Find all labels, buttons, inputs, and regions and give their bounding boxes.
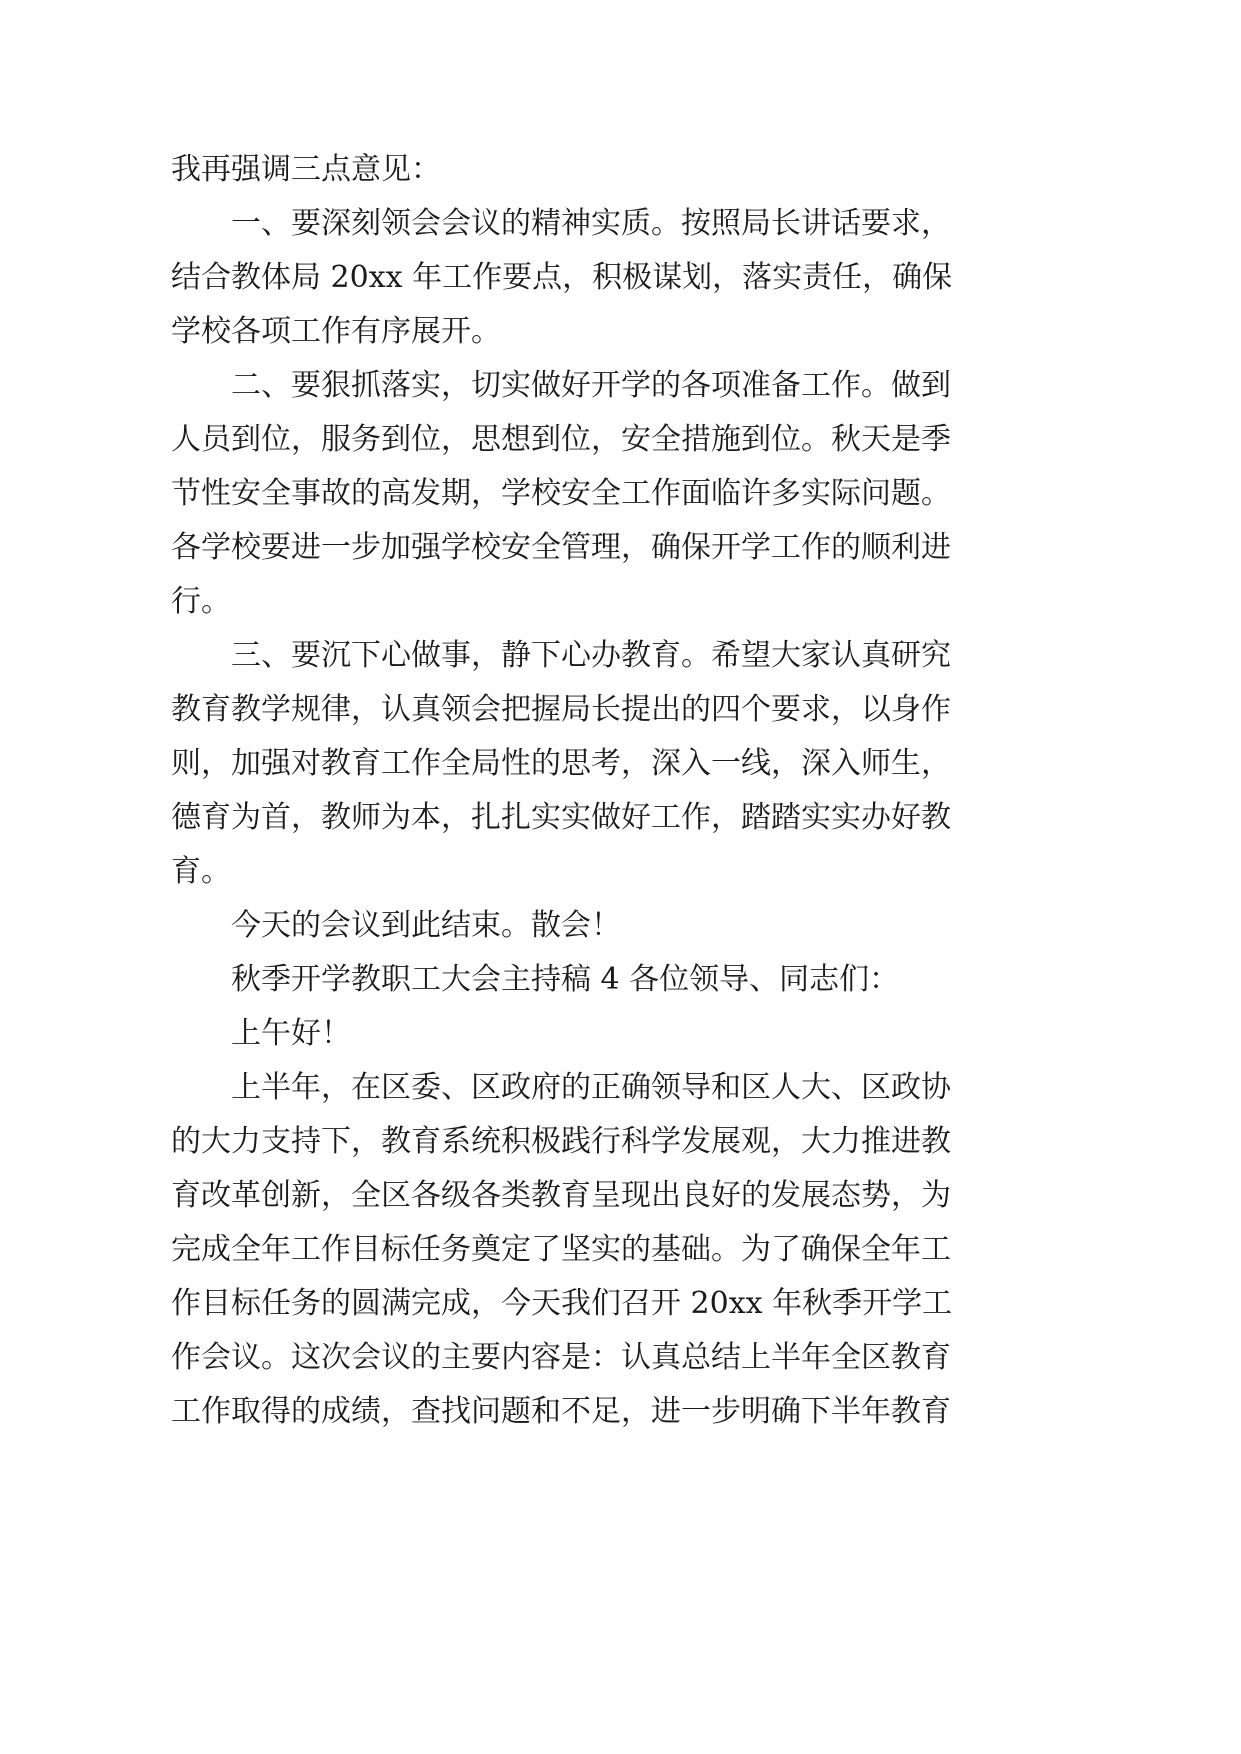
- line-text: 一、要深刻领会会议的精神实质。按照局长讲话要求，: [231, 206, 951, 241]
- text-line: [0, 519, 1241, 577]
- text-line: [0, 1329, 1241, 1387]
- line-text: 则，加强对教育工作全局性的思考，深入一线，深入师生，: [171, 746, 951, 781]
- text-line: [0, 303, 1241, 361]
- line-text: 工作取得的成绩，查找问题和不足，进一步明确下半年教育: [171, 1394, 951, 1429]
- line-text: 育改革创新，全区各级各类教育呈现出良好的发展态势，为: [171, 1178, 951, 1213]
- text-line: [0, 1383, 1241, 1441]
- text-line: [0, 627, 1241, 685]
- line-text: 教育教学规律，认真领会把握局长提出的四个要求，以身作: [171, 692, 951, 727]
- line-text: 上午好！: [231, 1016, 351, 1051]
- line-text: 作会议。这次会议的主要内容是：认真总结上半年全区教育: [171, 1340, 951, 1375]
- text-line: [0, 573, 1241, 631]
- text-line: [0, 1167, 1241, 1225]
- text-line: [0, 141, 1241, 199]
- line-text: 作目标任务的圆满完成，今天我们召开 20xx 年秋季开学工: [171, 1286, 953, 1321]
- text-line: [0, 897, 1241, 955]
- text-line: [0, 789, 1241, 847]
- line-text: 我再强调三点意见：: [171, 152, 441, 187]
- line-text: 各学校要进一步加强学校安全管理，确保开学工作的顺利进: [171, 530, 951, 565]
- line-text: 秋季开学教职工大会主持稿 4 各位领导、同志们：: [231, 962, 900, 997]
- text-line: [0, 465, 1241, 523]
- text-line: [0, 1221, 1241, 1279]
- text-line: [0, 1005, 1241, 1063]
- line-text: 三、要沉下心做事，静下心办教育。希望大家认真研究: [231, 638, 951, 673]
- text-line: [0, 681, 1241, 739]
- line-text: 人员到位，服务到位，思想到位，安全措施到位。秋天是季: [171, 422, 951, 457]
- text-line: [0, 249, 1241, 307]
- text-line: [0, 1113, 1241, 1171]
- line-text: 育。: [171, 854, 231, 889]
- text-line: [0, 357, 1241, 415]
- line-text: 上半年，在区委、区政府的正确领导和区人大、区政协: [231, 1070, 951, 1105]
- line-text: 节性安全事故的高发期，学校安全工作面临许多实际问题。: [171, 476, 951, 511]
- text-line: [0, 735, 1241, 793]
- line-text: 行。: [171, 584, 231, 619]
- text-line: [0, 951, 1241, 1009]
- text-line: [0, 411, 1241, 469]
- line-text: 学校各项工作有序展开。: [171, 314, 501, 349]
- line-text: 完成全年工作目标任务奠定了坚实的基础。为了确保全年工: [171, 1232, 951, 1267]
- text-line: [0, 195, 1241, 253]
- text-line: [0, 1275, 1241, 1333]
- text-line: [0, 1059, 1241, 1117]
- line-text: 二、要狠抓落实，切实做好开学的各项准备工作。做到: [231, 368, 951, 403]
- line-text: 的大力支持下，教育系统积极践行科学发展观，大力推进教: [171, 1124, 951, 1159]
- line-text: 今天的会议到此结束。散会！: [231, 908, 621, 943]
- line-text: 结合教体局 20xx 年工作要点，积极谋划，落实责任，确保: [171, 260, 953, 295]
- line-text: 德育为首，教师为本，扎扎实实做好工作，踏踏实实办好教: [171, 800, 951, 835]
- text-line: [0, 843, 1241, 901]
